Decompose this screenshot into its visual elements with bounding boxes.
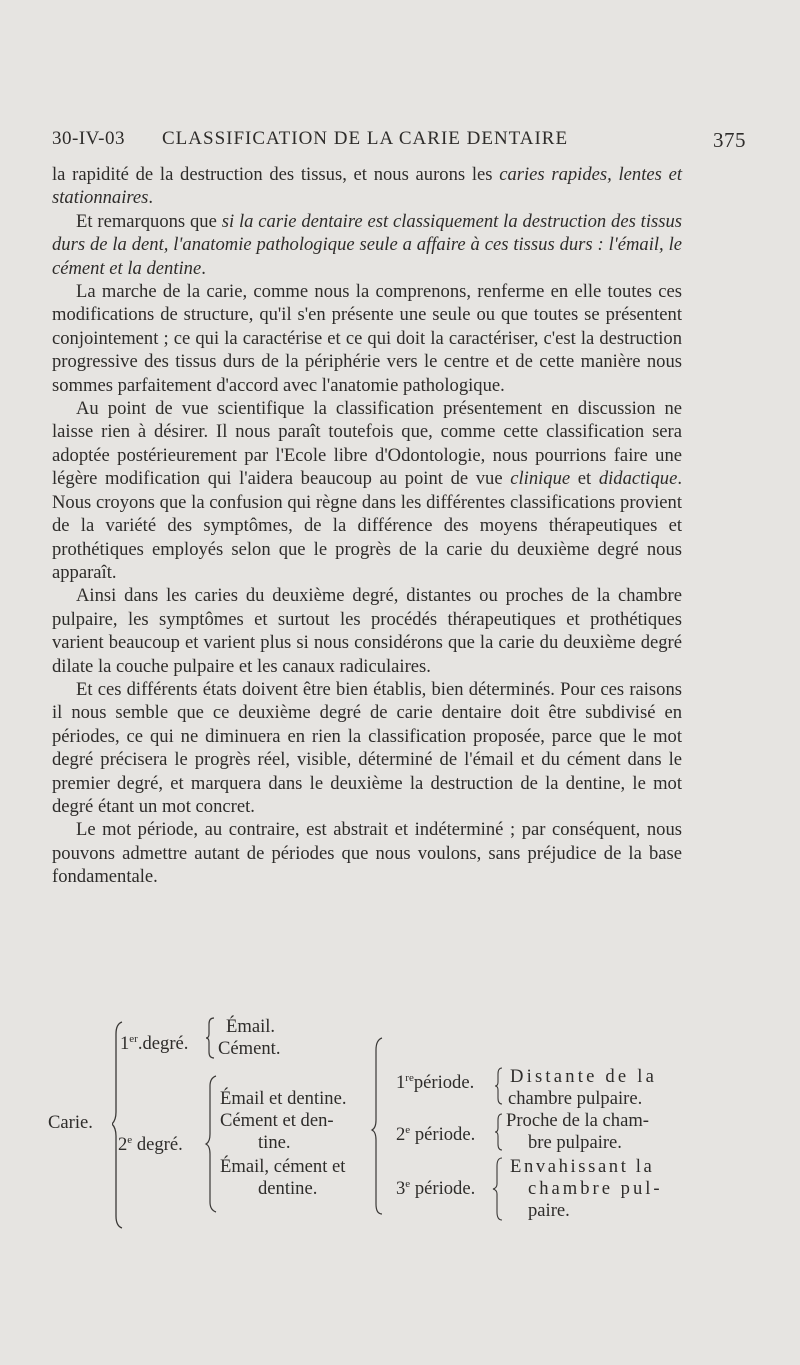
period1-desc-1: Distante de la (510, 1066, 658, 1087)
degree2-item-1: Émail et dentine. (220, 1088, 347, 1109)
brace-periods (370, 1036, 386, 1216)
degree2-item-2a: Cément et den- (220, 1110, 334, 1131)
italic-text: caries rapides, lentes et stationnaires (52, 164, 682, 209)
text-run: la rapidité de la destruction des tissus, et nous aurons les (52, 164, 500, 185)
brace-degree1 (204, 1016, 216, 1060)
paragraph (52, 210, 682, 280)
period3-desc-2: chambre pul- (528, 1178, 663, 1199)
degree1-label: 1er.degré. (120, 1032, 189, 1054)
text-run: La marche de la carie, comme nous la comprenons, renferme en elle toutes ces modifications de structure, qu'il s'en présente une seule ou que toutes se présentent conjointement ; ce qui la caractérise et ce qui doit la caractériser, c'est la destruction progressive des tissus durs de la périphérie vers le centre et de cette manière nous sommes parfaitement d'accord avec l'anatomie pathologique. (52, 281, 682, 396)
degree1-item-cement: Cément. (218, 1038, 281, 1059)
text-run: Et ces différents états doivent être bien établis, bien déterminés. Pour ces raisons il nous semble que ce deuxième degré de carie dentaire doit être subdivisé en périodes, ce qui ne diminuera en rien la classification proposée, parce que le mot degré précisera le progrès réel, visible, déterminé de l'émail et du cément dans le premier degré, et marquera dans le deuxième la destruction de la dentine, le mot degré étant un mot concret. (52, 678, 682, 817)
paragraph (52, 163, 682, 210)
brace-period3 (492, 1156, 504, 1222)
text-run: . Nous croyons que la confusion qui règne dans les différentes classifications provient de la variété des symptômes, de la différence des moyens thérapeutiques et prothétiques employés selon que le progrès de la carie du deuxième degré nous apparaît. (52, 468, 682, 583)
degree2-item-3a: Émail, cément et (220, 1156, 346, 1177)
paragraph (52, 280, 682, 397)
table-root-label: Carie. (48, 1112, 93, 1133)
period2-desc-2: bre pulpaire. (528, 1132, 622, 1153)
page-number: 375 (713, 128, 746, 152)
period1-desc-2: chambre pulpaire. (508, 1088, 643, 1109)
period2-desc-1: Proche de la cham- (506, 1110, 650, 1131)
body-text (52, 163, 682, 889)
degree2-item-3b: dentine. (258, 1178, 318, 1199)
paragraph (52, 397, 682, 584)
period3-label: 3e période. (396, 1177, 476, 1199)
italic-text: si la carie dentaire est classiquement la destruction des tissus durs de la dent, l'anatomie pathologique seule a affaire à ces tissus durs : l'émail, le cément et la dentine (52, 210, 682, 279)
text-run: Au point de vue scientifique la classification présentement en discussion ne laisse rien à désirer. Il nous paraît toutefois que, comme cette classification sera adoptée postérieurement par l'Ecole libre d'Odontologie, nous pourrions faire une légère modification qui l'aidera beaucoup au point de vue (52, 398, 682, 490)
italic-text: didactique (598, 468, 678, 490)
text-run: Le mot période, au contraire, est abstrait et indéterminé ; par conséquent, nous pouvons admettre autant de périodes que nous voulons, sans préjudice de la base fondamentale. (52, 819, 682, 888)
text-run: . (148, 187, 154, 209)
period2-label: 2e période. (396, 1123, 476, 1145)
degree2-label: 2e degré. (118, 1133, 183, 1155)
text-run: et (570, 468, 599, 490)
degree1-item-email: Émail. (226, 1016, 276, 1037)
paragraph (52, 584, 682, 678)
period3-desc-3: paire. (528, 1200, 570, 1221)
paragraph (52, 678, 682, 818)
text-run: Et remarquons que (76, 210, 222, 232)
brace-degree2 (204, 1074, 218, 1214)
brace-period1 (494, 1066, 504, 1106)
running-header (52, 128, 746, 158)
degree2-item-2b: tine. (258, 1132, 291, 1153)
italic-text: clinique (510, 468, 571, 490)
period3-desc-1: Envahissant la (510, 1156, 655, 1177)
brace-period2 (494, 1112, 504, 1152)
header-date: 30-IV-03 (52, 128, 125, 149)
paragraph (52, 818, 682, 888)
period1-label: 1repériode. (396, 1071, 475, 1093)
header-title: CLASSIFICATION DE LA CARIE DENTAIRE (162, 128, 569, 149)
text-run: . (201, 257, 206, 279)
text-run: Ainsi dans les caries du deuxième degré, distantes ou proches de la chambre pulpaire, les symptômes et surtout les procédés thérapeutiques et prothétiques varient beaucoup et varient plus si nous considérons que la carie du deuxième degré dilate la couche pulpaire et les canaux radiculaires. (52, 585, 682, 677)
